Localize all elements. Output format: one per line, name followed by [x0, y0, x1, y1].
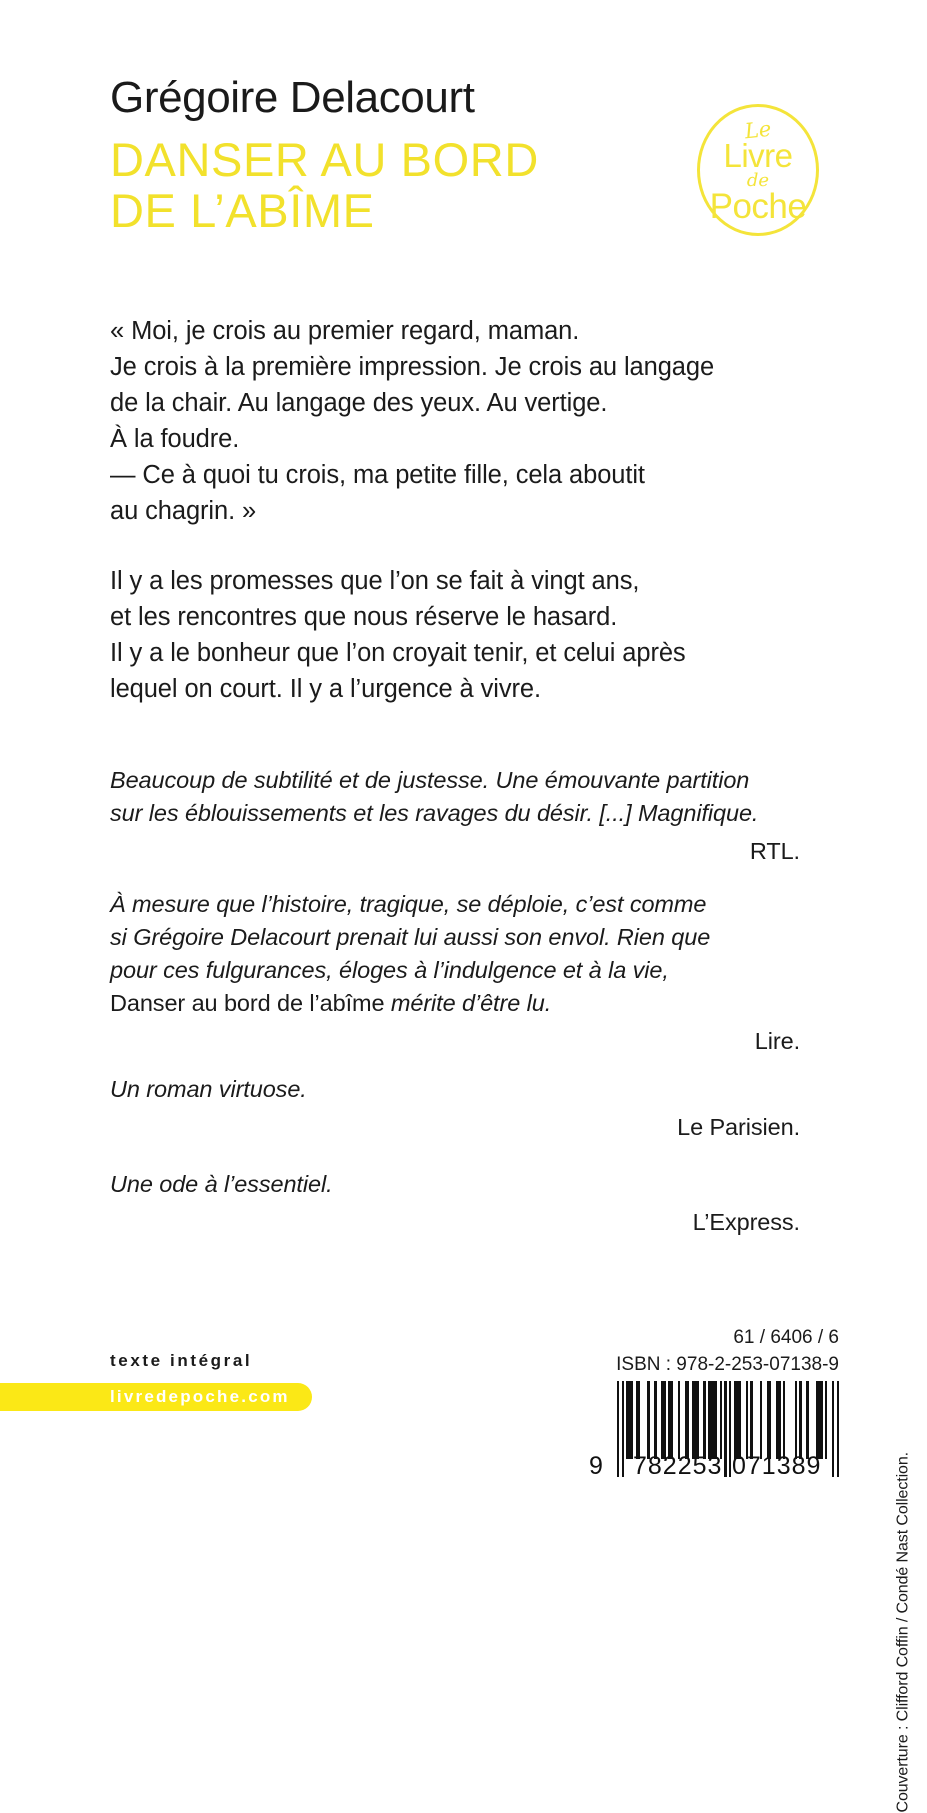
- book-title-line-1: DANSER AU BORD: [110, 133, 539, 186]
- blurb-quote: [110, 313, 800, 529]
- review-line: pour ces fulgurances, éloges à l’indulgence et à la vie,: [110, 957, 669, 983]
- blurb-teaser-line: et les rencontres que nous réserve le hasard.: [110, 603, 618, 631]
- blurb-quote-line: À la foudre.: [110, 425, 240, 453]
- review-line: À mesure que l’histoire, tragique, se déploie, c’est comme: [110, 891, 707, 917]
- blurb-teaser-line: lequel on court. Il y a l’urgence à vivre.: [110, 675, 541, 703]
- review-source-rtl: RTL.: [749, 838, 800, 864]
- book-title: [110, 134, 539, 236]
- blurb-quote-line: au chagrin. »: [110, 497, 257, 525]
- review-line: Une ode à l’essentiel.: [110, 1171, 333, 1197]
- cited-book-title: Danser au bord de l’abîme: [110, 990, 391, 1016]
- blurb-quote-line: de la chair. Au langage des yeux. Au vertige.: [110, 389, 608, 417]
- logo-text-livre: Livre: [723, 137, 793, 174]
- isbn-number: ISBN : 978-2-253-07138-9: [616, 1354, 839, 1375]
- book-title-line-2: DE L’ABÎME: [110, 184, 375, 237]
- logo-text-de: de: [746, 170, 770, 191]
- cited-book-comment: mérite d’être lu.: [390, 990, 552, 1016]
- logo-text-le: Le: [743, 116, 773, 144]
- ean-left-group: 782253: [633, 1452, 723, 1480]
- review-line: Un roman virtuose.: [110, 1076, 307, 1102]
- catalog-codes: [579, 1324, 839, 1378]
- review-source-le-parisien: Le Parisien.: [677, 1114, 800, 1140]
- catalog-number: 61 / 6406 / 6: [733, 1327, 839, 1348]
- review-line: si Grégoire Delacourt prenait lui aussi son envol. Rien que: [110, 924, 711, 950]
- review-line-with-title: [110, 987, 800, 1020]
- blurb-teaser-line: Il y a les promesses que l’on se fait à vingt ans,: [110, 567, 640, 595]
- barcode-bars: [617, 1381, 839, 1459]
- review-line: sur les éblouissements et les ravages du désir. [...] Magnifique.: [110, 800, 759, 826]
- review-source-lexpress: L’Express.: [692, 1209, 800, 1235]
- cover-credit: Couverture : Clifford Coffin / Condé Nast Collection.: [895, 1452, 912, 1813]
- review-lexpress: [110, 1168, 800, 1239]
- ean-lead-digit: 9: [589, 1452, 604, 1480]
- texte-integral-label: texte intégral: [110, 1351, 253, 1370]
- blurb-quote-line: Je crois à la première impression. Je crois au langage: [110, 353, 715, 381]
- review-line: Beaucoup de subtilité et de justesse. Une émouvante partition: [110, 767, 750, 793]
- blurb-teaser-line: Il y a le bonheur que l’on croyait tenir, et celui après: [110, 639, 686, 667]
- review-lire: [110, 888, 800, 1058]
- blurb-teaser: [110, 563, 800, 707]
- website-url: livredepoche.com: [110, 1387, 290, 1406]
- livre-de-poche-logo: [697, 104, 819, 236]
- review-source-lire: Lire.: [754, 1028, 800, 1054]
- ean13-barcode: [589, 1381, 839, 1481]
- blurb-quote-line: « Moi, je crois au premier regard, maman.: [110, 317, 580, 345]
- ean-right-group: 071389: [732, 1452, 822, 1480]
- author-name: Grégoire Delacourt: [110, 73, 475, 122]
- blurb-quote-line: — Ce à quoi tu crois, ma petite fille, cela aboutit: [110, 461, 645, 489]
- review-rtl: [110, 764, 800, 868]
- website-pill[interactable]: [0, 1383, 312, 1411]
- logo-text-poche: Poche: [709, 187, 807, 226]
- review-le-parisien: [110, 1073, 800, 1144]
